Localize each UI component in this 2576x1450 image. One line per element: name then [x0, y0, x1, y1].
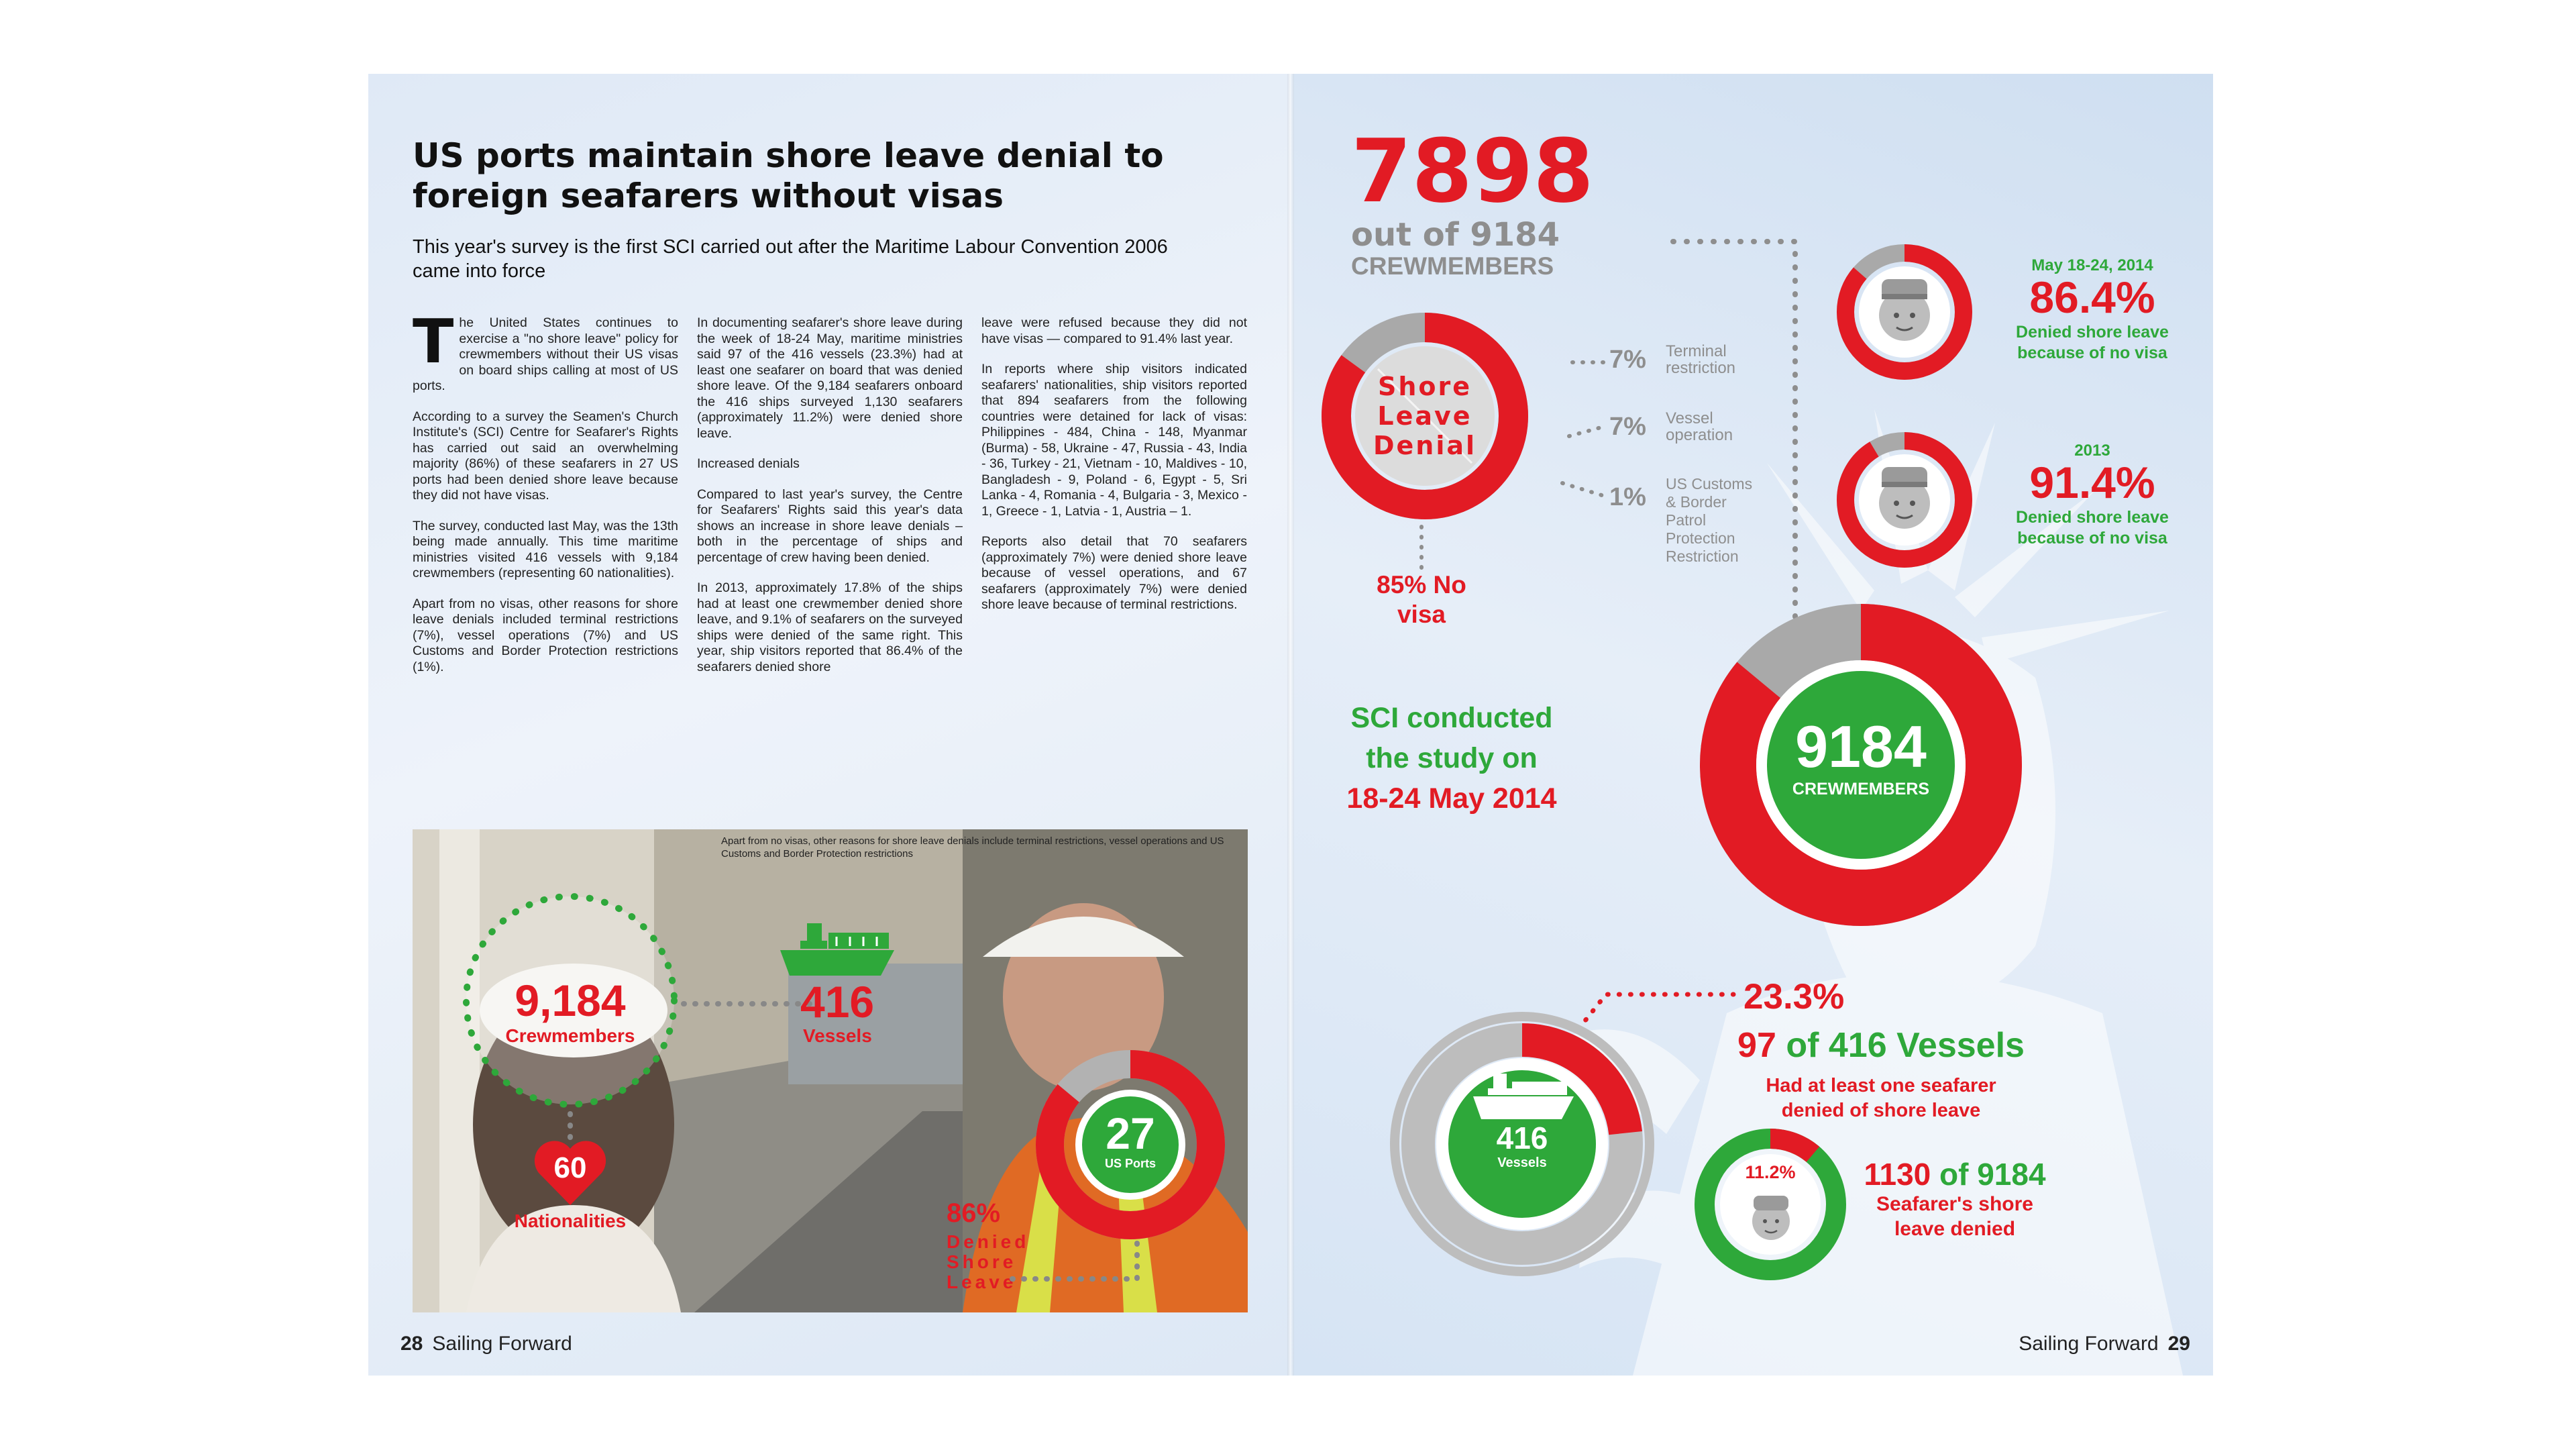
paragraph: Apart from no visas, other reasons for shore leave denials included terminal restrictions (7%), vessel operations (7%) and US Customs and Border Protection restrictions (1%).: [413, 596, 678, 674]
stat-2013-desc: Denied shore leave because of no visa: [2016, 508, 2169, 548]
sailor-icon: [1744, 1190, 1798, 1244]
sailor-icon: [1871, 462, 1938, 535]
stat-2014-label: May 18-24, 2014: [2031, 256, 2153, 274]
photo-infographic: [413, 829, 1248, 1312]
stat-2013-label: 2013: [2074, 442, 2110, 460]
paragraph: According to a survey the Seamen's Church Institute's (SCI) Centre for Seafarer's Rights has carried out said an overwhelming majority (86%) of these seafarers in 27 US ports had been denied shore leave because they did not have visas.: [413, 409, 678, 503]
paragraph: The survey, conducted last May, was the 13th being made annually. This time maritime ministries visited 416 vessels with 9,184 crewmembers (representing 60 nationalities).: [413, 518, 678, 580]
vessels-value: 416: [800, 977, 875, 1027]
nationalities-label: Nationalities: [514, 1210, 627, 1231]
reason-vessel: 7% Vessel operation: [1609, 409, 1733, 444]
crewmembers-caption: CREWMEMBERS: [1351, 252, 1554, 280]
paragraph: The United States continues to exercise a "no shore leave" policy for crewmembers without their US visas on board ships calling at most of US ports.: [413, 307, 678, 393]
photo-caption: Apart from no visas, other reasons for shore leave denials include terminal restrictions, vessel operations and US Customs and Border Protection restrictions: [721, 835, 1224, 860]
paragraph: leave were refused because they did not have visas — compared to 91.4% last year.: [981, 315, 1247, 346]
paragraph: In reports where ship visitors indicated seafarers' nationalities, ship visitors reported that 894 seafarers from the following countries were detained for lack of visas: Philippines - 484, China - 148, Myanmar (Burma) - 58, Ukraine - 47, Russia - 43, India - 36, Turkey - 21, Vietnam - 10, Maldives - 10, Bangladesh - 9, Poland - 6, Egypt - 5, Sri Lanka - 4, Romania - 4, Bulgaria - 3, Mexico - 1, Greece - 1, Latvia - 1, Austria – 1.: [981, 362, 1247, 519]
nationalities-value: 60: [553, 1151, 587, 1184]
big-number: 7898: [1351, 120, 1594, 222]
paragraph: Compared to last year's survey, the Centre for Seafarers' Rights said this year's data shows an increase in shore leave denials – both in the percentage of ships and percentage of crew having been denied.: [697, 486, 963, 565]
magazine-name: Sailing Forward: [432, 1333, 572, 1355]
magazine-spread: [368, 74, 2213, 1376]
article-body: [413, 307, 1248, 690]
vessels-label: Vessels: [803, 1025, 872, 1046]
connector-dots: [681, 1000, 815, 1008]
crewmembers-value: 9,184: [515, 976, 626, 1025]
section-subheading: Increased denials: [697, 456, 800, 471]
reason-customs: 1% US Customs & Border Patrol Protection Restriction: [1609, 475, 1753, 565]
vessels-donut-value: 416: [1496, 1121, 1548, 1155]
page-number: 29: [2167, 1333, 2190, 1355]
ports-value: 27: [1106, 1108, 1155, 1158]
stat-2014-desc: Denied shore leave because of no visa: [2016, 323, 2169, 362]
sailor-icon: [1871, 274, 1938, 348]
paragraph: In 2013, approximately 17.8% of the ships had at least one crewmember denied shore leave, and 9.1% of seafarers on the surveyed ships were denied of the same right. This year, ship visitors reported that 86.4% of the seafarers denied shore: [697, 580, 963, 674]
stat-2014-value: 86.4%: [2029, 272, 2155, 322]
vessel-desc: Had at least one seafarer denied of shore leave: [1766, 1075, 1996, 1121]
left-footer: [391, 1333, 572, 1355]
right-footer: [2019, 1333, 2200, 1355]
denied-text: Denied Shore Leave: [947, 1231, 1030, 1292]
paragraph: In documenting seafarer's shore leave during the week of 18-24 May, maritime ministries said 97 of the 416 vessels (23.3%) had at least one seafarer on board that was denied shore leave. Of the 9,184 seafarers onboard the 416 ships surveyed 1,130 seafarers (approximately 11.2%) were denied shore leave.: [697, 315, 963, 441]
paragraph: Reports also detail that 70 seafarers (approximately 7%) were denied shore leave because of vessel operations, and 67 seafarers (approximately 7%) were denied shore leave because of terminal restrictions.: [981, 534, 1247, 612]
vessels-donut-label: Vessels: [1497, 1155, 1547, 1170]
left-page: [368, 74, 1291, 1376]
donut-center-label: Shore Leave Denial: [1373, 372, 1477, 460]
vessel-headline: 97 of 416 Vessels: [1737, 1026, 2025, 1065]
crewmembers-label: Crewmembers: [505, 1025, 635, 1046]
ship-icon: [780, 923, 894, 977]
denied-pct: 86%: [947, 1198, 1001, 1228]
seafarer-desc: Seafarer's shore leave denied: [1876, 1193, 2033, 1240]
magazine-name: Sailing Forward: [2019, 1333, 2159, 1355]
page-number: 28: [400, 1333, 423, 1355]
ship-icon: [1473, 1074, 1574, 1121]
out-of-label: out of 9184: [1351, 216, 1560, 254]
reason-terminal: 7% Terminal restriction: [1609, 342, 1736, 377]
seafarer-headline: 1130 of 9184: [1864, 1157, 2046, 1192]
crewmembers-donut-value: 9184: [1795, 713, 1927, 780]
crewmembers-donut-label: CREWMEMBERS: [1792, 780, 1930, 798]
no-visa-label: 85% No visa: [1377, 571, 1466, 628]
article-subtitle: This year's survey is the first SCI carried out after the Maritime Labour Convention 2006 came into force: [413, 236, 1168, 282]
study-date-text: SCI conducted the study on 18-24 May 2014: [1346, 702, 1557, 815]
seafarer-pct: 11.2%: [1745, 1162, 1796, 1182]
article-headline: US ports maintain shore leave denial to foreign seafarers without visas: [413, 136, 1164, 215]
body-column-1: [413, 307, 678, 690]
connector-dots: [1010, 1232, 1144, 1286]
ports-label: US Ports: [1104, 1157, 1157, 1170]
body-column-2: [697, 315, 963, 690]
vessel-pct: 23.3%: [1743, 977, 1845, 1017]
right-page: [1291, 74, 2213, 1376]
body-column-3: [981, 315, 1247, 690]
stat-2013-value: 91.4%: [2029, 458, 2155, 507]
drop-cap: T: [413, 307, 454, 377]
page-spine: [1287, 74, 1294, 1376]
